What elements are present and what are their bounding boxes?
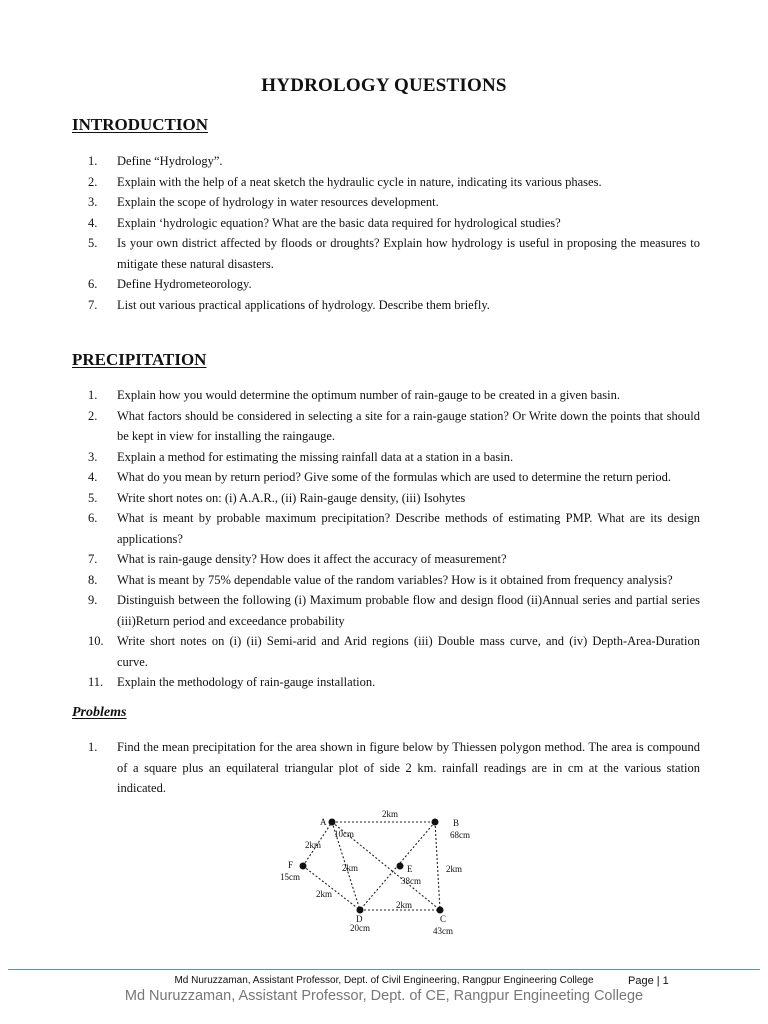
footer-author: Md Nuruzzaman, Assistant Professor, Dept. of Civil Engineering, Rangpur Engineering College	[174, 975, 594, 986]
list-item: 1. Explain how you would determine the optimum number of rain-gauge to be created in a given basin.	[88, 388, 620, 402]
figure-label: 43cm	[433, 926, 453, 936]
figure-label: 68cm	[450, 830, 470, 840]
figure-label: 2km	[396, 900, 413, 910]
figure-label: 2km	[382, 809, 399, 819]
station-c-point	[437, 907, 444, 914]
document-title: HYDROLOGY QUESTIONS	[261, 75, 507, 96]
introduction-question-list	[72, 151, 700, 315]
list-item: 6. Define Hydrometeorology.	[88, 277, 252, 291]
figure-label: 2km	[342, 863, 359, 873]
list-item: 2. What factors should be considered in selecting a site for a rain-gauge station? Or Write down the points that should be kept in view for installing the raingauge.	[88, 408, 700, 443]
figure-label: B	[453, 818, 460, 828]
station-d-point	[357, 907, 364, 914]
edge-bc	[435, 822, 440, 910]
station-e-point	[397, 863, 404, 870]
thiessen-polygon-figure	[270, 800, 470, 950]
list-item: 10. Write short notes on (i) (ii) Semi-arid and Arid regions (iii) Double mass curve, and (iv) Depth-Area-Duration curve.	[88, 634, 700, 669]
station-a-point	[329, 819, 336, 826]
problems-list	[72, 737, 700, 799]
list-item: 1. Find the mean precipitation for the area shown in figure below by Thiessen polygon method. The area is compound of a square plus an equilateral triangular plot of side 2 km. rainfall readings are in cm at the various station indicated.	[88, 740, 700, 795]
list-item: 11. Explain the methodology of rain-gauge installation.	[88, 675, 376, 689]
list-item: 9. Distinguish between the following (i) Maximum probable flow and design flood (ii)Annual series and partial series (iii)Return period and exceedance probability	[88, 593, 700, 628]
list-item: 7. List out various practical applications of hydrology. Describe them briefly.	[88, 297, 490, 312]
figure-label: 38cm	[401, 876, 421, 886]
watermark-text: Md Nuruzzaman, Assistant Professor, Dept. of CE, Rangpur Engineeting College	[124, 988, 644, 1004]
list-item: 5. Is your own district affected by floods or droughts? Explain how hydrology is useful in proposing the measures to mitigate these natural disasters.	[88, 236, 700, 271]
footer-divider	[8, 969, 760, 970]
list-item: 4. Explain ‘hydrologic equation? What are the basic data required for hydrological studies?	[88, 215, 561, 230]
station-b-point	[432, 819, 439, 826]
figure-label: 2km	[316, 889, 333, 899]
figure-label: F	[288, 860, 294, 870]
list-item: 4. What do you mean by return period? Give some of the formulas which are used to determine the return period.	[88, 470, 671, 484]
figure-label: 10cm	[334, 829, 354, 839]
figure-label: 15cm	[280, 872, 300, 882]
precipitation-question-list	[72, 385, 700, 693]
figure-label: 20cm	[350, 923, 370, 933]
figure-label: 2km	[446, 864, 463, 874]
list-item: 7. What is rain-gauge density? How does it affect the accuracy of measurement?	[88, 552, 507, 566]
list-item: 5. Write short notes on: (i) A.A.R., (ii) Rain-gauge density, (iii) Isohytes	[88, 490, 466, 505]
precipitation-heading: PRECIPITATION	[72, 350, 207, 369]
list-item: 6. What is meant by probable maximum precipitation? Describe methods of estimating PMP. What are its design applications?	[88, 511, 700, 546]
figure-label: 2km	[305, 840, 322, 850]
figure-label: D	[356, 914, 363, 924]
figure-label: A	[320, 817, 327, 827]
figure-label: C	[440, 914, 447, 924]
list-item: 3. Explain the scope of hydrology in water resources development.	[88, 195, 439, 209]
list-item: 1. Define “Hydrology”.	[88, 154, 223, 168]
list-item: 2. Explain with the help of a neat sketch the hydraulic cycle in nature, indicating its various phases.	[88, 174, 602, 189]
introduction-heading: INTRODUCTION	[72, 115, 209, 134]
list-item: 8. What is meant by 75% dependable value of the random variables? How is it obtained from frequency analysis?	[88, 572, 673, 587]
station-f-point	[300, 863, 307, 870]
list-item: 3. Explain a method for estimating the missing rainfall data at a station in a basin.	[88, 449, 514, 464]
problems-heading: Problems	[72, 705, 127, 720]
figure-label: E	[407, 864, 413, 874]
page-number: Page | 1	[628, 975, 669, 987]
